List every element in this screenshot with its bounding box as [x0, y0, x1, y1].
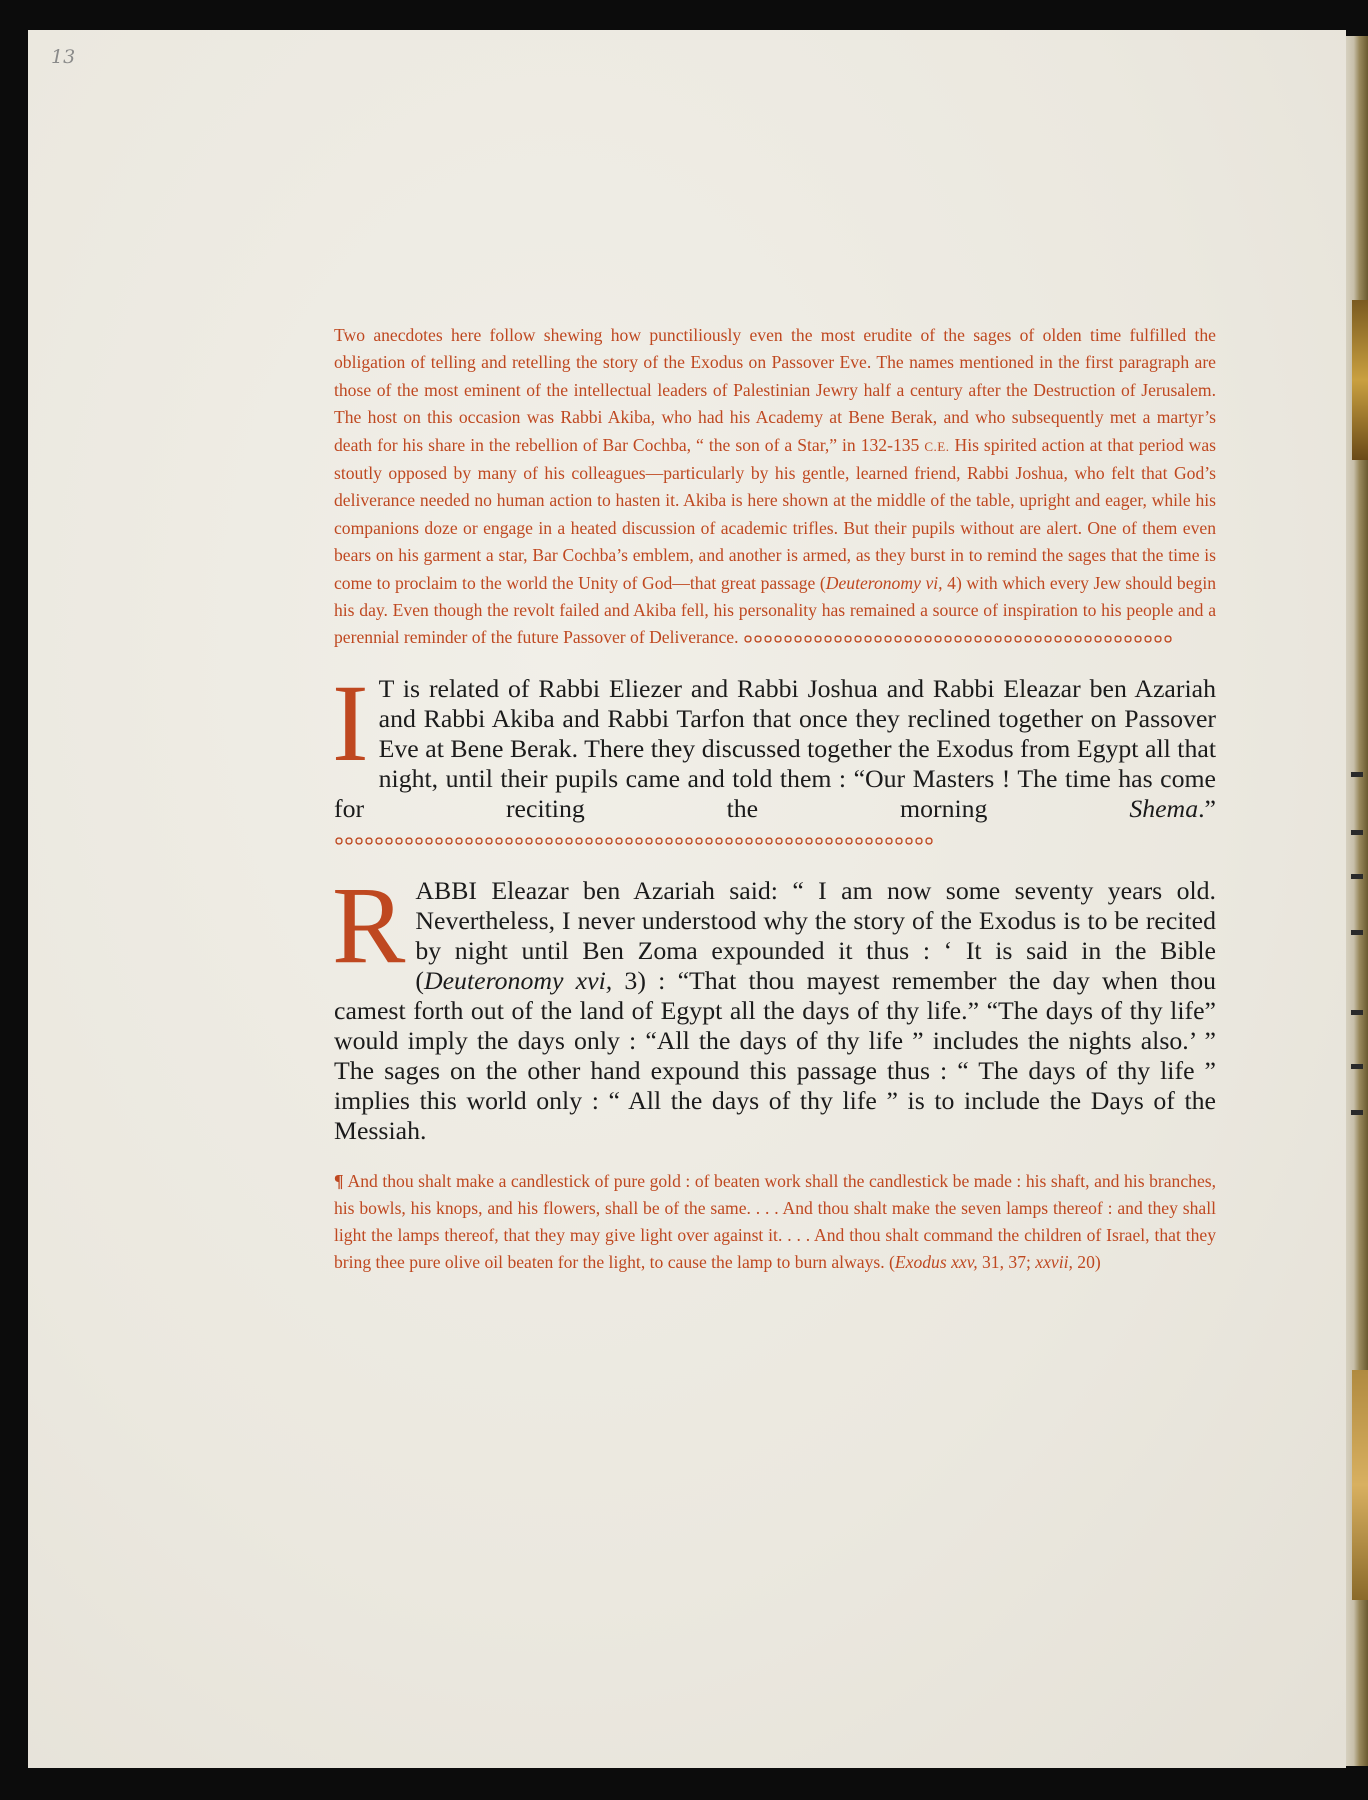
- intro-text: Two anecdotes here follow shewing how punctiliously even the most erudite of the sages of olden time fulfilled the obligation of telling and retelling the story of the Exodus on Passover Eve. The names mentioned in the first paragraph are those of the most eminent of the intellectual leaders of Palestinian Jewry half a century after the Destruction of Jerusalem. The host on this occasion was Rabbi Akiba, who had his Academy at Bene Berak, and who subsequently met a martyr’s death for his share in the rebellion of Bar Cochba, “ the son of a Star,” in 132-135: [334, 325, 1216, 455]
- shema-word: Shema: [1129, 793, 1199, 823]
- scripture-reference: xxvii,: [1035, 1252, 1073, 1273]
- paragraph-text: 3) : “That thou mayest remember the day when thou camest forth out of the land of Egypt all the days of thy life.” “The days of thy life” would imply the days only : “All the days of thy life ” includes the nights also.’ ” The sages on the other hand expound this passage thus : “ The days of thy life ” implies this world only : “ All the days of thy life ” is to include the Days of the Messiah.: [334, 965, 1216, 1145]
- adjacent-page-hebrew-glyph: [1351, 874, 1363, 879]
- drop-cap-initial: I: [332, 661, 369, 784]
- quotation-text: 20): [1072, 1252, 1101, 1273]
- adjacent-page-hebrew-glyph: [1351, 830, 1363, 835]
- paragraph-text: .”: [1198, 793, 1216, 823]
- adjacent-page-illumination: [1352, 300, 1368, 460]
- pilcrow-mark: ¶: [334, 1170, 344, 1191]
- adjacent-page-hebrew-glyph: [1351, 1110, 1363, 1115]
- intro-text: 4) with which every Jew should begin his day. Even though the revolt failed and Akiba fell, his personality has remained a source of inspiration to his people and a perennial reminder of the future Passover of Deliverance.: [334, 572, 1217, 648]
- scripture-reference: Deuteronomy xvi,: [423, 965, 613, 995]
- paragraph-text: T is related of Rabbi Eliezer and Rabbi Joshua and Rabbi Eleazar ben Azariah and Rabbi Akiba and Rabbi Tarfon that once they reclined together on Passover Eve at Bene Berak. There they discussed together the Exodus from Egypt all that night, until their pupils came and told them : “Our Masters ! The time has come for reciting the morning: [334, 673, 1216, 823]
- haggadah-paragraph-1: [332, 661, 1216, 854]
- adjacent-page-hebrew-glyph: [1351, 772, 1363, 777]
- scripture-reference: Exodus xxv,: [894, 1252, 978, 1273]
- introduction-paragraph: [334, 322, 1216, 652]
- adjacent-page-illumination: [1352, 1370, 1368, 1600]
- ornamental-border: [743, 633, 1173, 645]
- quotation-text: 31, 37;: [977, 1252, 1036, 1273]
- scripture-reference: Deuteronomy vi,: [825, 572, 943, 593]
- quotation-text: And thou shalt make a candlestick of pure gold : of beaten work shall the candlestick be made : his shaft, and his branches, his bowls, his knops, and his flowers, shall be of the same. . . . And thou shalt make the seven lamps thereof : and they shall light the lamps thereof, that they may give light over against it. . . . And thou shalt command the children of Israel, that they bring thee pure olive oil beaten for the light, to cause the lamp to burn always. (: [334, 1170, 1216, 1273]
- ornamental-border: [334, 835, 934, 847]
- adjacent-page-hebrew-glyph: [1351, 930, 1363, 935]
- scripture-quotation: [334, 1168, 1216, 1277]
- page-number: 13: [51, 46, 76, 68]
- intro-text: His spirited action at that period was stoutly opposed by many of his colleagues—particularly by his gentle, learned friend, Rabbi Joshua, who felt that God’s deliverance needed no human action to hasten it. Akiba is here shown at the middle of the table, upright and eager, while his companions doze or engage in a heated discussion of academic trifles. But their pupils without are alert. One of them even bears on his garment a star, Bar Cochba’s emblem, and another is armed, as they burst in to remind the sages that the time is come to proclaim to the world the Unity of God—that great passage (: [334, 434, 1217, 593]
- paragraph-text: ABBI Eleazar ben Azariah said: “ I am now some seventy years old. Nevertheless, I never understood why the story of the Exodus is to be recited by night until Ben Zoma expounded it thus : ‘ It is said in the Bible (: [415, 875, 1216, 995]
- adjacent-page-hebrew-glyph: [1351, 1010, 1363, 1015]
- adjacent-page-hebrew-glyph: [1351, 1064, 1363, 1069]
- haggadah-paragraph-2: [332, 863, 1216, 1146]
- text-block: [334, 322, 1216, 1277]
- era-abbreviation: C.E.: [924, 438, 950, 454]
- drop-cap-initial: R: [332, 863, 406, 986]
